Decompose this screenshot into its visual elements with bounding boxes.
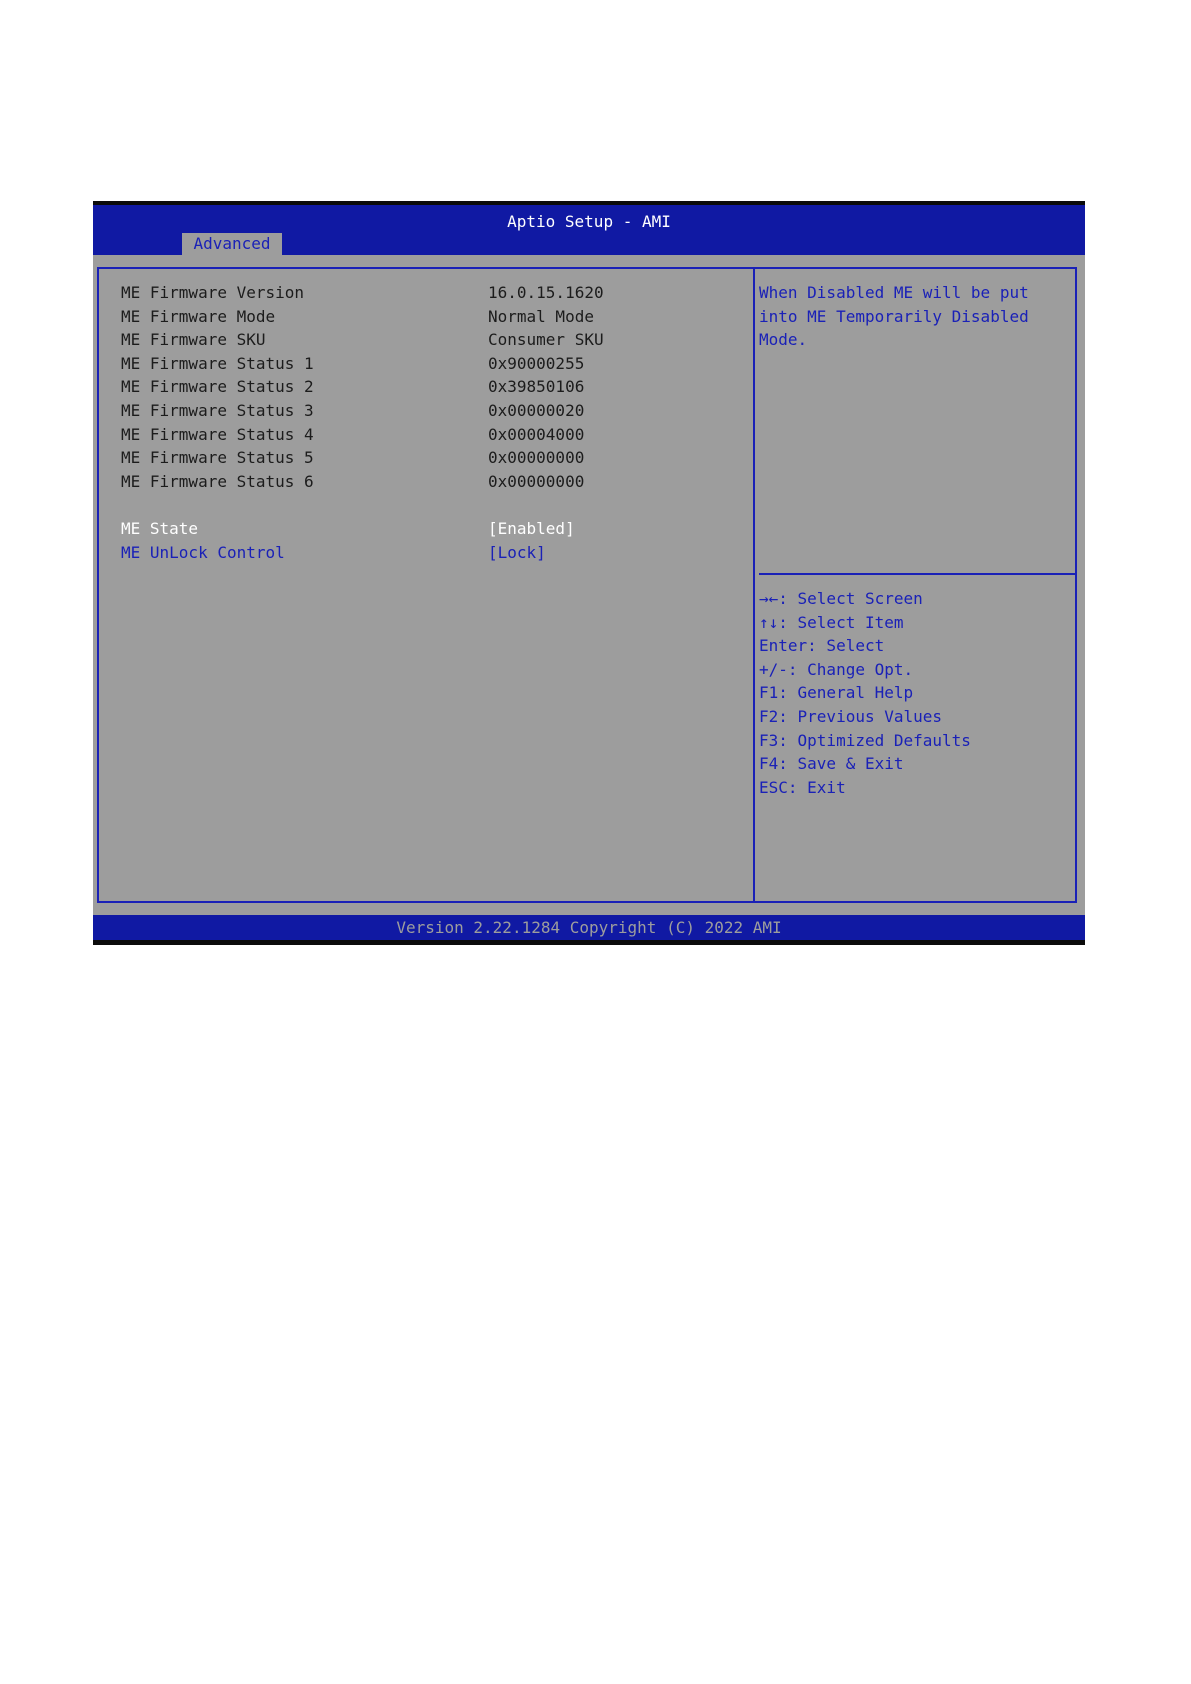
info-label: ME Firmware Status 5 [121,448,314,468]
key-hint: F1: General Help [759,683,914,703]
info-label: ME Firmware Status 2 [121,377,314,397]
version-footer: Version 2.22.1284 Copyright (C) 2022 AMI [93,915,1085,940]
key-hint: →←: Select Screen [759,589,923,608]
main-panel [93,255,1085,915]
option-value[interactable]: [Lock] [488,542,546,562]
key-hint: Enter: Select [759,636,885,656]
info-label: ME Firmware Mode [121,306,276,326]
info-value: 0x90000255 [488,353,585,373]
option-label[interactable]: ME State [121,518,199,538]
option-me-unlock-control[interactable] [121,541,741,565]
help-line: into ME Temporarily Disabled [759,306,1029,326]
info-value: 0x39850106 [488,377,585,397]
info-row [121,470,741,494]
info-label: ME Firmware Status 3 [121,400,314,420]
info-row [121,446,741,470]
info-value: Normal Mode [488,306,594,326]
info-value: 16.0.15.1620 [488,283,604,302]
option-label[interactable]: ME UnLock Control [121,542,285,562]
info-label: ME Firmware Status 4 [121,424,314,444]
info-value: 0x00004000 [488,424,585,444]
info-row [121,328,741,352]
content-frame [97,267,1077,903]
info-label: ME Firmware Status 1 [121,353,314,373]
key-hint: F4: Save & Exit [759,754,904,774]
help-separator [759,573,1077,575]
help-text [759,281,1069,352]
tab-advanced[interactable]: Advanced [182,233,282,255]
info-row [121,305,741,329]
key-legend [759,587,1069,799]
key-hint: +/-: Change Opt. [759,659,914,679]
key-hint: F3: Optimized Defaults [759,730,971,750]
info-value: 0x00000020 [488,400,585,420]
option-value[interactable]: [Enabled] [488,518,575,538]
info-value: Consumer SKU [488,330,604,350]
key-hint: ↑↓: Select Item [759,612,904,632]
bios-setup-window [93,201,1085,945]
panel-divider [753,269,755,901]
info-row [121,281,741,305]
info-value: 0x00000000 [488,471,585,491]
setup-title: Aptio Setup - AMI [507,212,671,231]
info-row [121,352,741,376]
info-label: ME Firmware SKU [121,330,266,350]
key-hint: F2: Previous Values [759,706,943,726]
info-label: ME Firmware Status 6 [121,471,314,491]
help-line: When Disabled ME will be put [759,283,1029,302]
top-bar [93,205,1085,255]
info-label: ME Firmware Version [121,283,305,302]
option-me-state[interactable] [121,517,741,541]
info-value: 0x00000000 [488,448,585,468]
info-row [121,423,741,447]
settings-list [121,281,741,564]
help-line: Mode. [759,330,808,350]
info-row [121,399,741,423]
info-row [121,375,741,399]
key-hint: ESC: Exit [759,777,846,797]
list-spacer [121,493,741,517]
